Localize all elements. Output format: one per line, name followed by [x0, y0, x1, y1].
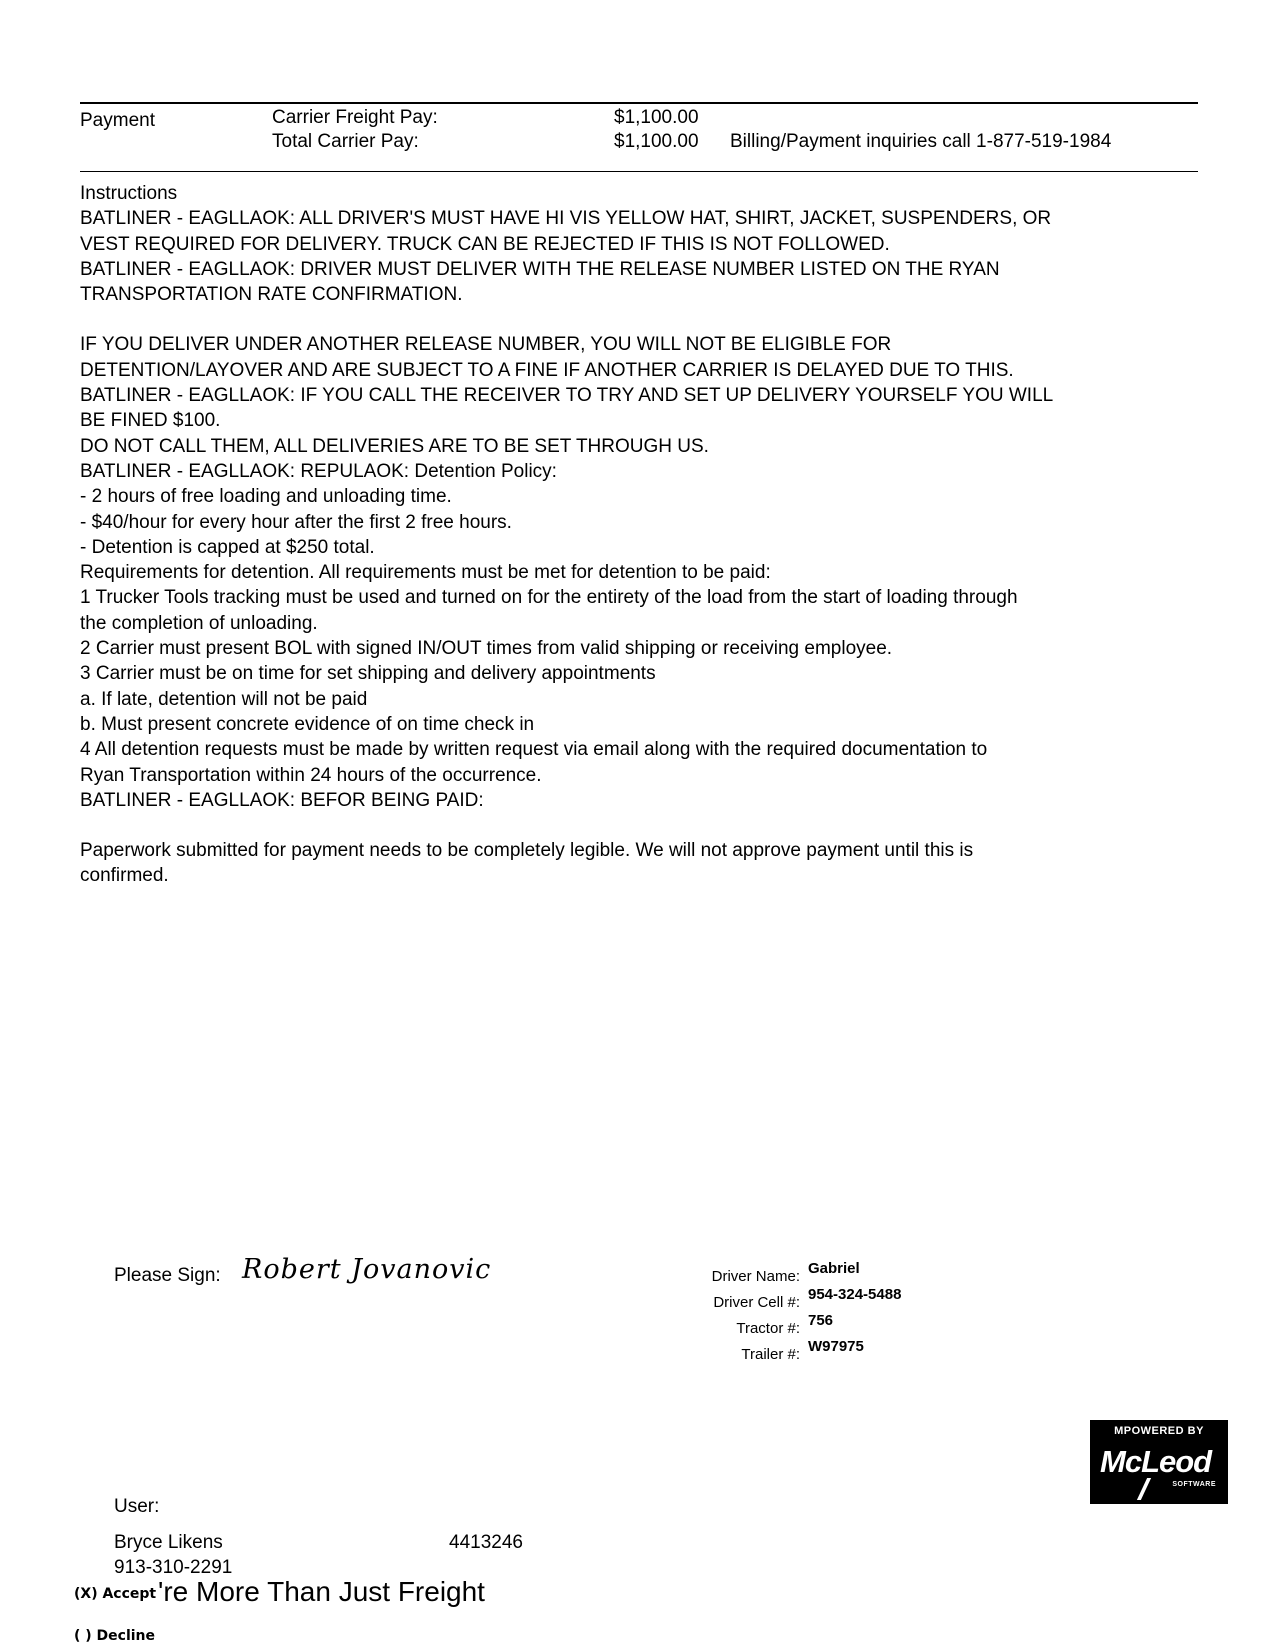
- instruction-line: 3 Carrier must be on time for set shipping and delivery appointments: [80, 663, 656, 685]
- instruction-line: 1 Trucker Tools tracking must be used and turned on for the entirety of the load from the start of loading through: [80, 587, 1018, 609]
- user-name: Bryce Likens: [114, 1532, 223, 1553]
- instruction-line: BATLINER - EAGLLAOK: IF YOU CALL THE RECEIVER TO TRY AND SET UP DELIVERY YOURSELF YOU WILL: [80, 385, 1054, 407]
- instruction-line: DETENTION/LAYOVER AND ARE SUBJECT TO A FINE IF ANOTHER CARRIER IS DELAYED DUE TO THIS.: [80, 359, 1014, 381]
- logo-software: SOFTWARE: [1172, 1481, 1216, 1488]
- driver-name-value: Gabriel: [808, 1260, 860, 1277]
- instruction-line: - Detention is capped at $250 total.: [80, 536, 375, 558]
- logo-powered-by: MPOWERED BY: [1114, 1425, 1204, 1437]
- driver-name-label: Driver Name:: [711, 1268, 800, 1285]
- instruction-blank-line: [80, 307, 1200, 332]
- instructions-heading: Instructions: [80, 183, 178, 204]
- instruction-line: VEST REQUIRED FOR DELIVERY. TRUCK CAN BE REJECTED IF THIS IS NOT FOLLOWED.: [80, 233, 890, 255]
- instruction-line: TRANSPORTATION RATE CONFIRMATION.: [80, 284, 463, 306]
- driver-cell-label: Driver Cell #:: [713, 1294, 800, 1311]
- payment-bottom-rule: [80, 171, 1198, 172]
- instruction-line: a. If late, detention will not be paid: [80, 688, 368, 710]
- instruction-line: BATLINER - EAGLLAOK: REPULAOK: Detention Policy:: [80, 460, 557, 482]
- instruction-line: BATLINER - EAGLLAOK: BEFOR BEING PAID:: [80, 789, 484, 811]
- logo-brand: McLeod: [1100, 1444, 1212, 1479]
- instruction-line: DO NOT CALL THEM, ALL DELIVERIES ARE TO BE SET THROUGH US.: [80, 435, 709, 457]
- instruction-line: IF YOU DELIVER UNDER ANOTHER RELEASE NUMBER, YOU WILL NOT BE ELIGIBLE FOR: [80, 334, 892, 356]
- signature: Robert Jovanovic: [242, 1254, 492, 1285]
- payment-section-label: Payment: [80, 110, 155, 131]
- billing-inquiries-note: Billing/Payment inquiries call 1-877-519-1984: [730, 131, 1112, 152]
- accept-option[interactable]: (X) Accept: [74, 1586, 157, 1602]
- instruction-line: the completion of unloading.: [80, 612, 318, 634]
- total-carrier-pay-amount: $1,100.00: [614, 131, 699, 152]
- carrier-freight-pay-amount: $1,100.00: [614, 107, 699, 128]
- decline-option[interactable]: ( ) Decline: [74, 1628, 156, 1644]
- tagline: 're More Than Just Freight: [158, 1576, 485, 1607]
- instruction-line: - $40/hour for every hour after the first 2 free hours.: [80, 511, 512, 533]
- instruction-line: BATLINER - EAGLLAOK: DRIVER MUST DELIVER WITH THE RELEASE NUMBER LISTED ON THE RYAN: [80, 258, 1000, 280]
- driver-cell-value: 954-324-5488: [808, 1286, 902, 1303]
- top-rule: [80, 102, 1198, 104]
- user-id: 4413246: [449, 1532, 523, 1553]
- instruction-line: Paperwork submitted for payment needs to be completely legible. We will not approve payment until this is: [80, 840, 974, 862]
- user-label: User:: [114, 1496, 160, 1517]
- total-carrier-pay-label: Total Carrier Pay:: [272, 131, 419, 152]
- instruction-line: BATLINER - EAGLLAOK: ALL DRIVER'S MUST HAVE HI VIS YELLOW HAT, SHIRT, JACKET, SUSPENDERS, OR: [80, 208, 1052, 230]
- instruction-line: b. Must present concrete evidence of on time check in: [80, 713, 535, 735]
- mcleod-logo: [1090, 1420, 1228, 1504]
- instructions-block: [80, 181, 1200, 889]
- instruction-line: 4 All detention requests must be made by written request via email along with the required documentation to: [80, 739, 988, 761]
- instruction-line: - 2 hours of free loading and unloading time.: [80, 486, 452, 508]
- tractor-label: Tractor #:: [736, 1320, 800, 1337]
- instruction-line: confirmed.: [80, 865, 169, 887]
- instruction-line: 2 Carrier must present BOL with signed IN/OUT times from valid shipping or receiving employee.: [80, 638, 893, 660]
- trailer-label: Trailer #:: [741, 1346, 800, 1363]
- trailer-value: W97975: [808, 1338, 864, 1355]
- user-phone: 913-310-2291: [114, 1557, 233, 1578]
- carrier-freight-pay-label: Carrier Freight Pay:: [272, 107, 438, 128]
- tractor-value: 756: [808, 1312, 834, 1329]
- please-sign-label: Please Sign:: [114, 1265, 221, 1286]
- instruction-line: Requirements for detention. All requirements must be met for detention to be paid:: [80, 562, 771, 584]
- instruction-line: BE FINED $100.: [80, 410, 221, 432]
- instruction-blank-line: [80, 813, 1200, 838]
- logo-slash-icon: [1137, 1478, 1151, 1500]
- instruction-line: Ryan Transportation within 24 hours of the occurrence.: [80, 764, 542, 786]
